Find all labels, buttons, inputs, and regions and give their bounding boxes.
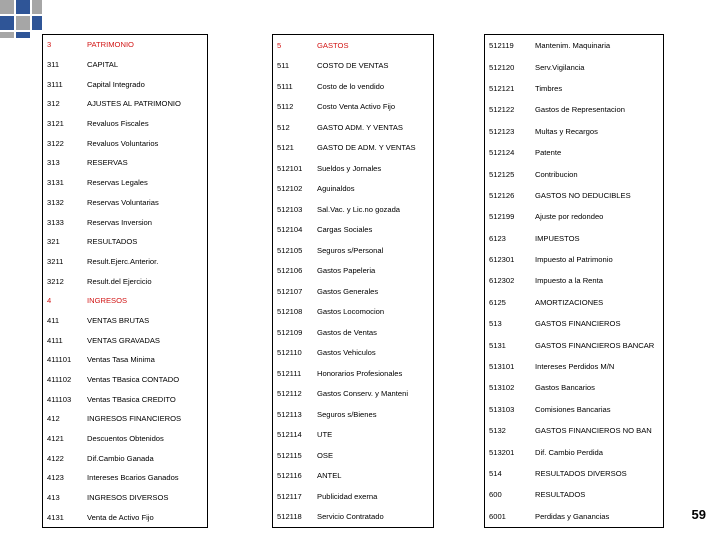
table-row — [43, 35, 207, 55]
account-name: Reservas Inversion — [87, 217, 152, 227]
account-name: Revaluos Fiscales — [87, 119, 149, 129]
table-row — [43, 508, 207, 528]
account-name: Ventas Tasa Minima — [87, 355, 155, 365]
account-code: 411101 — [47, 355, 72, 365]
account-code: 4123 — [47, 473, 64, 483]
account-name: UTE — [317, 430, 333, 440]
account-name: RESULTADOS DIVERSOS — [535, 469, 627, 478]
table-row — [43, 350, 207, 370]
account-name: Sal.Vac. y Lic.no gozada — [317, 204, 401, 214]
account-name: INGRESOS — [87, 296, 128, 306]
account-name: Gastos de Representacion — [535, 105, 625, 115]
account-name: Ventas TBasica CONTADO — [87, 375, 180, 385]
account-code: 512112 — [277, 389, 302, 399]
account-code: 3212 — [47, 276, 64, 286]
account-code: 413 — [47, 493, 60, 503]
account-name: Sueldos y Jornales — [317, 163, 382, 173]
page-number: 59 — [691, 507, 706, 522]
table-row — [43, 193, 207, 213]
table-row — [43, 448, 207, 468]
account-code: 512120 — [489, 62, 515, 72]
account-code: 3122 — [47, 138, 64, 148]
table-row — [273, 281, 433, 302]
account-code: 312 — [47, 99, 60, 109]
account-code: 3121 — [47, 119, 64, 129]
account-name: PATRIMONIO — [87, 40, 134, 50]
table-row — [485, 313, 663, 334]
account-code: 512114 — [277, 430, 302, 440]
account-name: RESULTADOS — [87, 237, 138, 247]
account-code: 600 — [489, 490, 502, 500]
account-code: 3211 — [47, 256, 64, 266]
table-row — [273, 158, 433, 179]
account-code: 512108 — [277, 307, 303, 317]
account-name: RESULTADOS — [535, 490, 586, 500]
account-code: 3111 — [47, 79, 63, 89]
account-code: 512 — [277, 122, 290, 132]
account-name: Aguinaldos — [317, 184, 355, 194]
table-row — [43, 114, 207, 134]
account-name: Seguros s/Bienes — [317, 409, 377, 419]
table-row — [485, 420, 663, 441]
account-code: 512117 — [277, 491, 302, 501]
account-name: Serv.Vigilancia — [535, 62, 585, 72]
account-name: Gastos Locomocion — [317, 307, 385, 317]
account-name: ANTEL — [317, 471, 342, 481]
table-row — [485, 163, 663, 184]
account-code: 3132 — [47, 197, 64, 207]
table-row — [273, 343, 433, 364]
account-code: 512125 — [489, 169, 515, 179]
account-code: 612301 — [489, 255, 515, 265]
table-row — [43, 153, 207, 173]
account-code: 3133 — [47, 217, 64, 227]
account-code: 512107 — [277, 286, 303, 296]
account-name: Impuesto al Patrimonio — [535, 255, 613, 265]
table-row — [273, 138, 433, 159]
account-name: Ventas TBasica CREDITO — [87, 394, 176, 404]
table-row — [43, 133, 207, 153]
account-code: 4 — [47, 296, 52, 306]
table-row — [43, 330, 207, 350]
table-row — [43, 271, 207, 291]
account-name: Costo de lo vendido — [317, 81, 385, 91]
account-code: 612302 — [489, 276, 515, 286]
table-row — [273, 56, 433, 77]
table-row — [43, 232, 207, 252]
account-code: 321 — [47, 237, 60, 247]
account-name: COSTO DE VENTAS — [317, 61, 389, 71]
account-name: AMORTIZACIONES — [535, 297, 604, 307]
account-code: 411102 — [47, 375, 72, 385]
table-row — [43, 429, 207, 449]
account-code: 5132 — [489, 426, 506, 436]
table-row — [485, 399, 663, 420]
account-name: Capital Integrado — [87, 79, 145, 89]
table-row — [273, 384, 433, 405]
table-row — [43, 173, 207, 193]
table-row — [273, 199, 433, 220]
table-row — [485, 249, 663, 270]
account-name: Cargas Sociales — [317, 225, 373, 235]
account-code: 4122 — [47, 453, 64, 463]
account-code: 513 — [489, 319, 502, 329]
account-name: Honorarios Profesionales — [317, 368, 403, 378]
table-row — [273, 507, 433, 528]
account-name: Costo Venta Activo Fijo — [317, 102, 396, 112]
account-name: GASTO ADM. Y VENTAS — [317, 122, 403, 132]
table-row — [273, 466, 433, 487]
account-code: 512102 — [277, 184, 303, 194]
account-name: Servicio Contratado — [317, 512, 384, 522]
account-code: 514 — [489, 469, 502, 478]
table-row — [273, 322, 433, 343]
account-code: 512109 — [277, 327, 303, 337]
account-name: GASTOS FINANCIEROS NO BAN — [535, 426, 652, 436]
account-name: Result.Ejerc.Anterior. — [87, 256, 159, 266]
account-name: Perdidas y Ganancias — [535, 511, 610, 521]
table-row — [273, 97, 433, 118]
table-row — [43, 389, 207, 409]
account-name: Venta de Activo Fijo — [87, 512, 154, 522]
table-row — [273, 220, 433, 241]
account-name: Mantenim. Maquinaria — [535, 41, 611, 51]
table-row — [273, 261, 433, 282]
table-row — [273, 302, 433, 323]
table-row — [485, 506, 663, 527]
account-code: 512104 — [277, 225, 303, 235]
table-row — [43, 94, 207, 114]
table-row — [485, 185, 663, 206]
table-row — [485, 441, 663, 462]
account-name: CAPITAL — [87, 60, 119, 70]
table-row — [273, 35, 433, 56]
account-name: GASTO DE ADM. Y VENTAS — [317, 143, 416, 153]
accounts-table-2 — [272, 34, 434, 528]
table-row — [485, 356, 663, 377]
table-row — [485, 121, 663, 142]
account-code: 512116 — [277, 471, 302, 481]
table-row — [43, 212, 207, 232]
account-code: 3131 — [47, 178, 64, 188]
account-name: Contribucion — [535, 169, 578, 179]
account-code: 512115 — [277, 450, 302, 460]
account-code: 6123 — [489, 233, 506, 243]
table-row — [485, 463, 663, 484]
account-code: 512119 — [489, 41, 514, 51]
account-code: 512111 — [277, 368, 302, 378]
account-code: 5 — [277, 40, 282, 50]
account-name: GASTOS NO DEDUCIBLES — [535, 190, 631, 200]
account-code: 5112 — [277, 102, 294, 112]
account-code: 513101 — [489, 362, 515, 372]
account-name: GASTOS FINANCIEROS — [535, 319, 621, 329]
table-row — [485, 270, 663, 291]
account-name: Dif.Cambio Ganada — [87, 453, 154, 463]
table-row — [485, 228, 663, 249]
account-code: 512113 — [277, 409, 302, 419]
account-name: RESERVAS — [87, 158, 128, 168]
table-row — [273, 425, 433, 446]
account-code: 6125 — [489, 297, 506, 307]
table-row — [43, 488, 207, 508]
account-name: Dif. Cambio Perdida — [535, 447, 603, 457]
account-code: 512105 — [277, 245, 303, 255]
account-name: Gastos Bancarios — [535, 383, 595, 393]
account-name: Patente — [535, 148, 562, 158]
table-row — [273, 404, 433, 425]
table-row — [273, 76, 433, 97]
account-code: 4121 — [47, 434, 64, 444]
account-name: Ajuste por redondeo — [535, 212, 604, 222]
table-row — [273, 117, 433, 138]
account-code: 512123 — [489, 126, 515, 136]
account-code: 513201 — [489, 447, 515, 457]
account-code: 511 — [277, 61, 290, 71]
account-name: Multas y Recargos — [535, 126, 598, 136]
account-name: Result.del Ejercicio — [87, 276, 152, 286]
table-row — [485, 142, 663, 163]
table-row — [485, 334, 663, 355]
account-name: Intereses Perdidos M/N — [535, 362, 615, 372]
account-name: Impuesto a la Renta — [535, 276, 603, 286]
table-row — [485, 484, 663, 505]
account-code: 4131 — [47, 512, 64, 522]
account-name: GASTOS FINANCIEROS BANCAR — [535, 340, 655, 350]
account-code: 512121 — [489, 83, 515, 93]
table-row — [485, 206, 663, 227]
table-row — [43, 409, 207, 429]
table-row — [273, 445, 433, 466]
account-name: Timbres — [535, 83, 563, 93]
table-row — [485, 56, 663, 77]
accounts-table-1 — [42, 34, 208, 528]
account-name: GASTOS — [317, 40, 349, 50]
accounts-table-3 — [484, 34, 664, 528]
account-name: Publicidad exerna — [317, 491, 378, 501]
table-row — [485, 99, 663, 120]
account-code: 512101 — [277, 163, 303, 173]
account-name: INGRESOS DIVERSOS — [87, 493, 169, 503]
account-name: Revaluos Voluntarios — [87, 138, 159, 148]
account-name: Gastos de Ventas — [317, 327, 377, 337]
account-name: Gastos Papeleria — [317, 266, 376, 276]
account-code: 512122 — [489, 105, 515, 115]
account-name: IMPUESTOS — [535, 233, 580, 243]
account-name: Intereses Bcarios Ganados — [87, 473, 179, 483]
table-row — [485, 35, 663, 56]
table-row — [273, 363, 433, 384]
table-row — [43, 370, 207, 390]
account-name: Descuentos Obtenidos — [87, 434, 164, 444]
account-name: Reservas Legales — [87, 178, 148, 188]
account-name: VENTAS GRAVADAS — [87, 335, 160, 345]
table-row — [273, 179, 433, 200]
table-row — [273, 240, 433, 261]
table-row — [485, 377, 663, 398]
account-code: 6001 — [489, 511, 506, 521]
account-code: 412 — [47, 414, 60, 424]
account-code: 313 — [47, 158, 60, 168]
account-code: 411 — [47, 315, 60, 325]
table-row — [485, 78, 663, 99]
account-name: VENTAS BRUTAS — [87, 315, 150, 325]
account-name: Gastos Conserv. y Manteni — [317, 389, 409, 399]
table-row — [43, 55, 207, 75]
account-code: 512110 — [277, 348, 302, 358]
account-code: 3 — [47, 40, 52, 50]
account-code: 513102 — [489, 383, 515, 393]
account-code: 5131 — [489, 340, 506, 350]
account-code: 5121 — [277, 143, 294, 153]
account-code: 5111 — [277, 81, 293, 91]
table-row — [43, 74, 207, 94]
account-code: 512103 — [277, 204, 303, 214]
table-row — [485, 292, 663, 313]
table-row — [43, 252, 207, 272]
account-code: 512118 — [277, 512, 302, 522]
account-code: 512124 — [489, 148, 515, 158]
account-code: 411103 — [47, 394, 72, 404]
table-row — [273, 486, 433, 507]
account-code: 512199 — [489, 212, 515, 222]
account-name: Comisiones Bancarias — [535, 404, 611, 414]
account-code: 512106 — [277, 266, 303, 276]
account-code: 311 — [47, 60, 60, 70]
table-row — [43, 291, 207, 311]
account-name: AJUSTES AL PATRIMONIO — [87, 99, 181, 109]
table-row — [43, 468, 207, 488]
account-name: Gastos Generales — [317, 286, 379, 296]
account-name: INGRESOS FINANCIEROS — [87, 414, 182, 424]
account-name: Reservas Voluntarias — [87, 197, 159, 207]
account-name: OSE — [317, 450, 334, 460]
account-name: Gastos Vehiculos — [317, 348, 376, 358]
account-code: 513103 — [489, 404, 515, 414]
table-row — [43, 311, 207, 331]
account-name: Seguros s/Personal — [317, 245, 384, 255]
account-code: 4111 — [47, 335, 63, 345]
account-code: 512126 — [489, 190, 515, 200]
